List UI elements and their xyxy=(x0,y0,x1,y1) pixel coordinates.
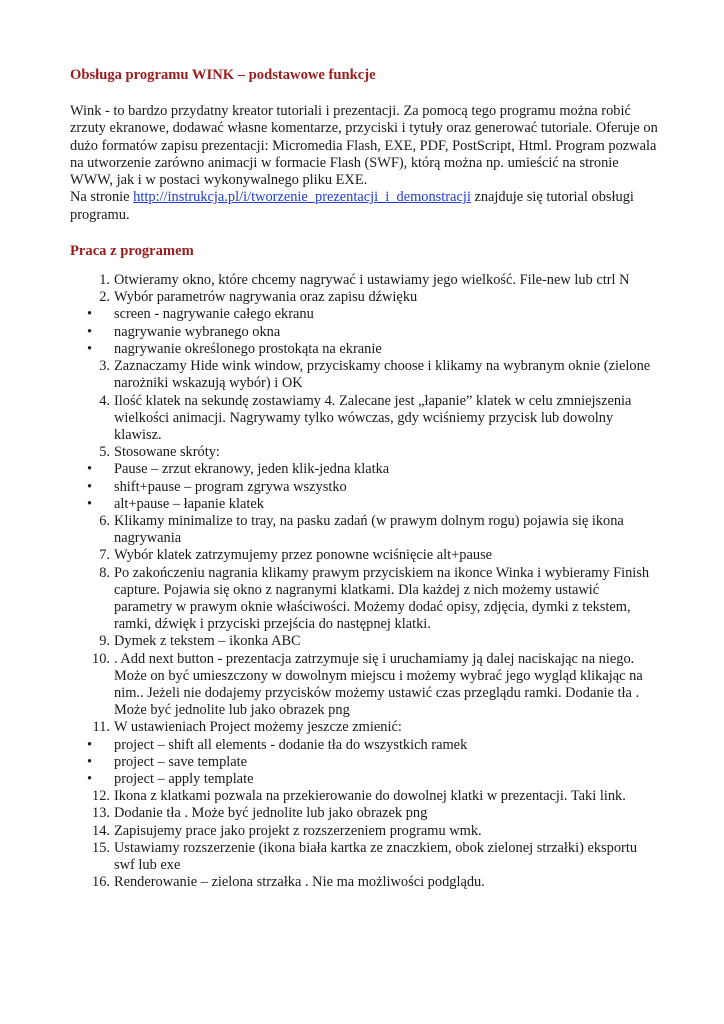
list-marker: 11. xyxy=(92,719,110,736)
numbered-item xyxy=(70,840,660,874)
list-marker: 3. xyxy=(99,358,110,375)
list-marker: 15. xyxy=(92,839,110,856)
intro-text: Wink - to bardzo przydatny kreator tutoriali i prezentacji. Za pomocą tego programu można robić zrzuty ekranowe, dodawać własne komentarze, przyciski i tytuły oraz generować tutoriale. Oferuje on dużo formatów zapisu prezentacji: Micromedia Flash, EXE, PDF, PostScript, Html. Program pozwala na utworzenie zarówno animacji w formacie Flash (SWF), którą można np. umieścić na stronie WWW, jak i w postaci wykonywalnego pliku EXE. xyxy=(70,103,658,189)
bullet-item xyxy=(70,306,660,323)
list-item-text: Ustawiamy rozszerzenie (ikona biała kartka ze znaczkiem, obok zielonej strzałki) eksportu swf lub exe xyxy=(114,839,638,873)
link-suffix: znajduje się tutorial obsługi programu. xyxy=(70,189,634,223)
list-item-text: project – apply template xyxy=(114,770,254,787)
numbered-item xyxy=(70,358,660,392)
numbered-item xyxy=(70,874,660,891)
document-page xyxy=(70,66,660,891)
list-item-text: screen - nagrywanie całego ekranu xyxy=(114,306,314,323)
list-marker: • xyxy=(87,323,93,340)
list-item-text: Renderowanie – zielona strzałka . Nie ma możliwości podglądu. xyxy=(114,874,485,891)
numbered-item xyxy=(70,651,660,720)
bullet-item xyxy=(70,341,660,358)
tutorial-link[interactable]: http://instrukcja.pl/i/tworzenie_prezentacji_i_demonstracji xyxy=(133,189,471,206)
numbered-item xyxy=(70,823,660,840)
list-item-text: Wybór klatek zatrzymujemy przez ponowne wciśnięcie alt+pause xyxy=(114,547,493,564)
list-marker: 1. xyxy=(99,272,110,289)
list-marker: 6. xyxy=(99,512,110,529)
steps-list xyxy=(70,272,660,891)
list-item-text: Stosowane skróty: xyxy=(114,444,220,461)
list-marker: • xyxy=(87,753,93,770)
link-prefix: Na stronie xyxy=(70,189,134,206)
list-item-text: Dodanie tła . Może być jednolite lub jako obrazek png xyxy=(114,805,428,822)
numbered-item xyxy=(70,444,660,461)
numbered-item xyxy=(70,788,660,805)
numbered-item xyxy=(70,633,660,650)
list-marker: 7. xyxy=(99,547,110,564)
numbered-item xyxy=(70,393,660,445)
list-marker: 2. xyxy=(99,289,110,306)
list-item-text: project – save template xyxy=(114,753,248,770)
page-title: Obsługa programu WINK – podstawowe funkcje xyxy=(70,67,376,83)
list-marker: 12. xyxy=(92,788,110,805)
list-item-text: Zaznaczamy Hide wink window, przyciskamy choose i klikamy na wybranym oknie (zielone narożniki wskazują wybór) i OK xyxy=(114,358,651,392)
list-marker: • xyxy=(87,736,93,753)
bullet-item xyxy=(70,479,660,496)
list-item-text: W ustawieniach Project możemy jeszcze zmienić: xyxy=(114,719,402,736)
bullet-item xyxy=(70,737,660,754)
list-marker: 8. xyxy=(99,564,110,581)
list-item-text: Ilość klatek na sekundę zostawiamy 4. Zalecane jest „łapanie” klatek w celu zmniejszenia wielkości animacji. Nagrywamy tylko wówczas, gdy wciśniemy przycisk lub dowolny klawisz. xyxy=(114,392,632,443)
list-item-text: nagrywanie określonego prostokąta na ekranie xyxy=(114,340,382,357)
list-marker: 16. xyxy=(92,874,110,891)
list-marker: 4. xyxy=(99,392,110,409)
list-item-text: Po zakończeniu nagrania klikamy prawym przyciskiem na ikonce Winka i wybieramy Finish capture. Pojawia się okno z nagranymi klatkami. Dla każdej z nich możemy ustawić parametry w prawym oknie właściwości. Możemy dodać opisy, zdjęcia, dymki z tekstem, ramki, dźwięk i przyciski przejścia do następnej klatki. xyxy=(114,564,650,633)
numbered-item xyxy=(70,547,660,564)
numbered-item xyxy=(70,272,660,289)
list-item-text: shift+pause – program zgrywa wszystko xyxy=(114,478,347,495)
list-item-text: . Add next button - prezentacja zatrzymuje się i uruchamiamy ją dalej naciskając na niego. Może on być umieszczony w dowolnym miejscu i możemy wybrać jego wygląd klikając na nim.. Jeżeli nie dodajemy przycisków możemy ustawić czas przeglądu ramki. Dodanie tła . Może być jednolite lub jako obrazek png xyxy=(114,650,643,719)
intro-paragraph xyxy=(70,103,660,224)
list-marker: 9. xyxy=(99,633,110,650)
list-marker: 13. xyxy=(92,805,110,822)
numbered-item xyxy=(70,719,660,736)
list-item-text: Ikona z klatkami pozwala na przekierowanie do dowolnej klatki w prezentacji. Taki link. xyxy=(114,788,626,805)
list-item-text: Dymek z tekstem – ikonka ABC xyxy=(114,633,301,650)
list-marker: • xyxy=(87,495,93,512)
list-marker: 10. xyxy=(92,650,110,667)
bullet-item xyxy=(70,324,660,341)
list-item-text: Pause – zrzut ekranowy, jeden klik-jedna klatka xyxy=(114,461,390,478)
list-marker: • xyxy=(87,306,93,323)
numbered-item xyxy=(70,513,660,547)
numbered-item xyxy=(70,289,660,306)
list-marker: 14. xyxy=(92,822,110,839)
list-marker: 5. xyxy=(99,444,110,461)
list-item-text: Wybór parametrów nagrywania oraz zapisu dźwięku xyxy=(114,289,418,306)
numbered-item xyxy=(70,565,660,634)
list-marker: • xyxy=(87,340,93,357)
list-item-text: project – shift all elements - dodanie tła do wszystkich ramek xyxy=(114,736,468,753)
bullet-item xyxy=(70,496,660,513)
bullet-item xyxy=(70,461,660,478)
list-item-text: nagrywanie wybranego okna xyxy=(114,323,281,340)
bullet-item xyxy=(70,771,660,788)
numbered-item xyxy=(70,805,660,822)
list-item-text: alt+pause – łapanie klatek xyxy=(114,495,264,512)
list-item-text: Klikamy minimalize to tray, na pasku zadań (w prawym dolnym rogu) pojawia się ikona nagrywania xyxy=(114,512,624,547)
bullet-item xyxy=(70,754,660,771)
section-title: Praca z programem xyxy=(70,243,194,260)
list-marker: • xyxy=(87,770,93,787)
list-marker: • xyxy=(87,478,93,495)
list-item-text: Otwieramy okno, które chcemy nagrywać i ustawiamy jego wielkość. File-new lub ctrl N xyxy=(114,272,630,289)
list-item-text: Zapisujemy prace jako projekt z rozszerzeniem programu wmk. xyxy=(114,822,482,839)
list-marker: • xyxy=(87,461,93,478)
